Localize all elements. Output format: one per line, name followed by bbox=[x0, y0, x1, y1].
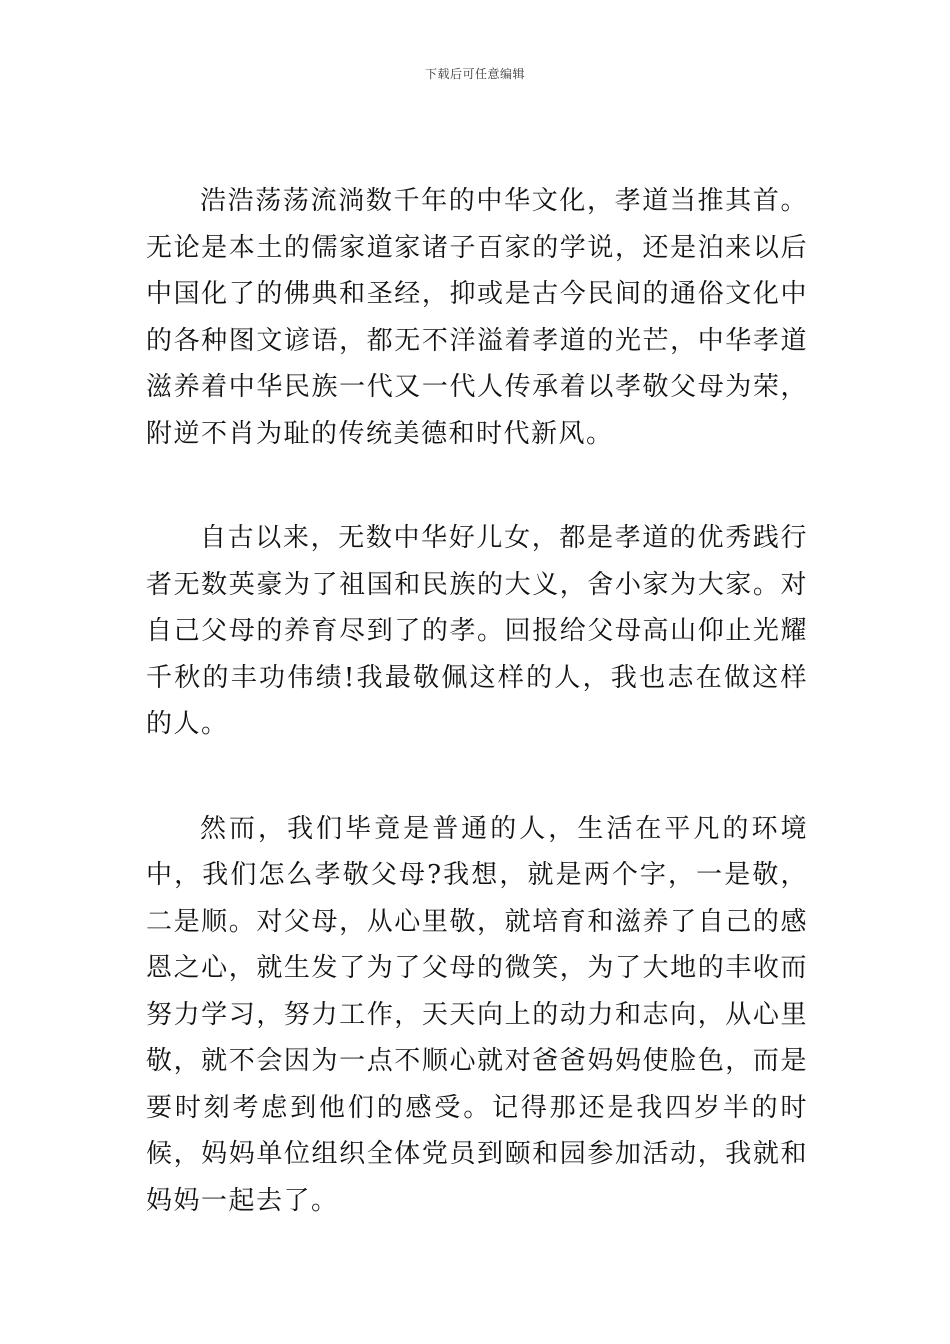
paragraph-1: 浩浩荡荡流淌数千年的中华文化，孝道当推其首。无论是本土的儒家道家诸子百家的学说，还是泊来以后中国化了的佛典和圣经，抑或是古今民间的通俗文化中的各种图文谚语，都无不洋溢着孝道的光芒，中华孝道滋养着中华民族一代又一代人传承着以孝敬父母为荣，附逆不肖为耻的传统美德和时代新风。 bbox=[146, 186, 808, 449]
document-body bbox=[146, 178, 808, 1224]
page-header: 下载后可任意编辑 bbox=[424, 67, 525, 81]
paragraph-2: 自古以来，无数中华好儿女，都是孝道的优秀践行者无数英豪为了祖国和民族的大义，舍小家为大家。对自己父母的养育尽到了的孝。回报给父母高山仰止光耀千秋的丰功伟绩!我最敬佩这样的人，我也志在做这样的人。 bbox=[146, 523, 808, 739]
paragraph-3: 然而，我们毕竟是普通的人，生活在平凡的环境中，我们怎么孝敬父母?我想，就是两个字，一是敬，二是顺。对父母，从心里敬，就培育和滋养了自己的感恩之心，就生发了为了父母的微笑，为了大地的丰收而努力学习，努力工作，天天向上的动力和志向，从心里敬，就不会因为一点不顺心就对爸爸妈妈使脸色，而是要时刻考虑到他们的感受。记得那还是我四岁半的时候，妈妈单位组织全体党员到颐和园参加活动，我就和妈妈一起去了。 bbox=[146, 813, 808, 1216]
